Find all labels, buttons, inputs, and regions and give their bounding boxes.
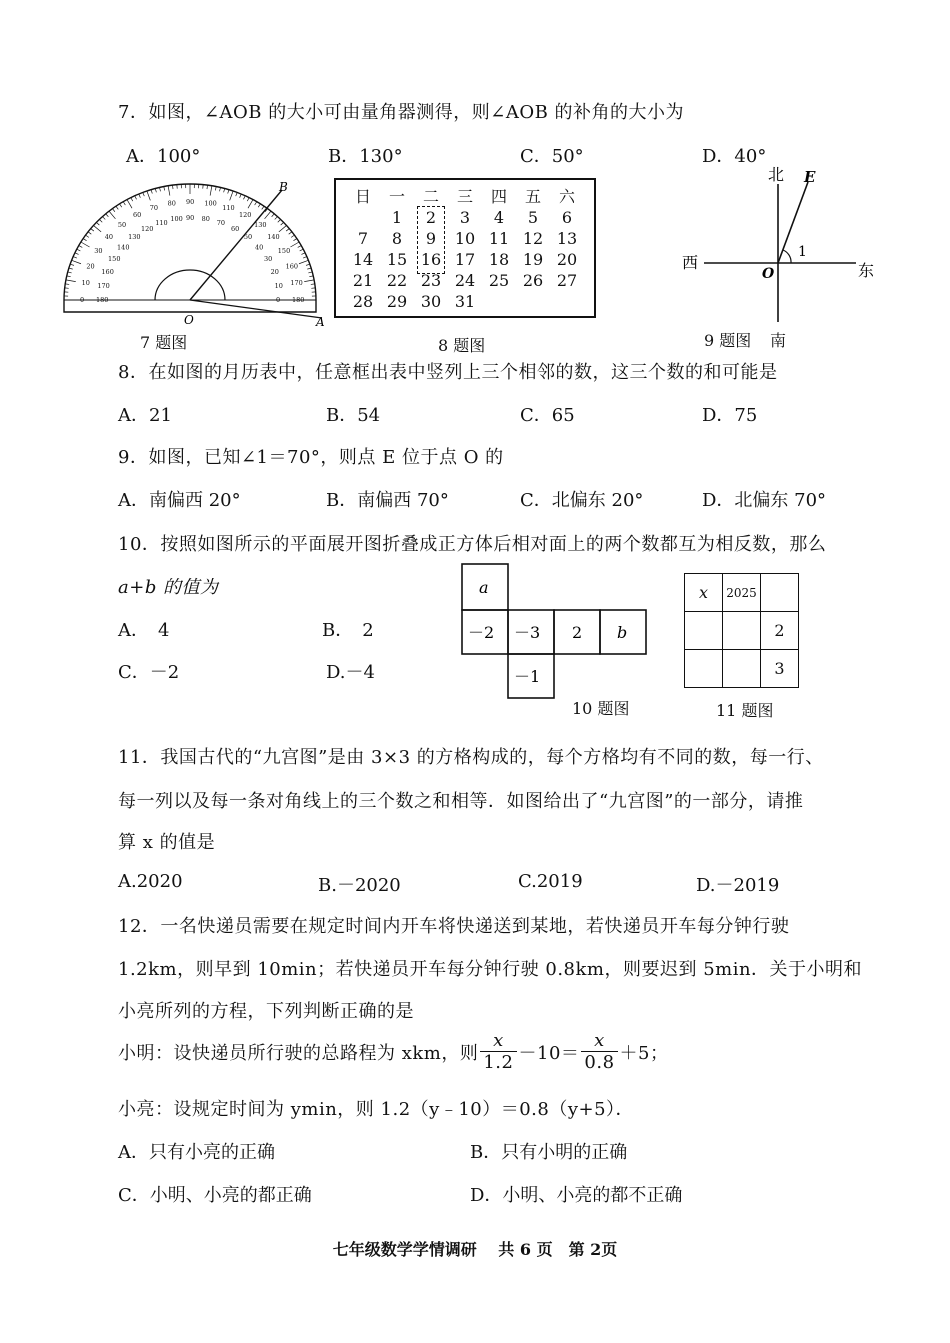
protractor-scale-number: 150 [277,247,291,255]
grid-cell: 3 [761,650,799,688]
protractor-tick [109,211,115,219]
q8-caption: 8 题图 [438,336,486,355]
nine-grid-figure [684,573,799,688]
protractor-tick [139,194,141,198]
protractor-tick [72,260,81,263]
calendar-day: 8 [391,229,403,248]
q8-option-d: D．75 [702,405,758,426]
protractor-scale-number: 80 [201,215,210,224]
protractor-scale-number: 10 [274,281,283,290]
calendar-weekday: 四 [490,187,507,206]
label-E: E [804,168,816,186]
q10-option-d: D.－4 [326,662,375,683]
calendar-day: 30 [420,292,442,311]
protractor-scale-number: 10 [81,278,90,287]
protractor-tick [147,191,150,200]
protractor-tick [306,264,310,265]
protractor-scale-number: 160 [285,262,299,271]
protractor-scale-number: 120 [141,224,154,233]
calendar-figure [334,178,596,318]
q11-option-a: A.2020 [118,871,183,892]
protractor-scale-number: 130 [128,233,141,242]
q12-option-d: D．小明、小亮的都不正确 [470,1185,683,1206]
protractor-tick [303,257,307,258]
protractor-tick [151,190,152,194]
calendar-day: 23 [420,271,442,290]
label-A: A [316,315,325,329]
protractor-tick [258,204,260,207]
protractor-tick [265,211,271,219]
q12-option-a: A．只有小亮的正确 [118,1142,275,1163]
protractor-tick [248,200,253,209]
west-label: 西 [682,253,699,272]
xiaoming-prefix: 小明：设快递员所行驶的总路程为 xkm，则 [118,1042,479,1064]
q8-stem: 8．在如图的月历表中，任意框出表中竖列上三个相邻的数，这三个数的和可能是 [118,362,778,383]
label-B: B [279,180,288,194]
calendar-day: 24 [454,271,476,290]
protractor-scale-number: 30 [94,247,103,255]
protractor-tick [73,257,77,258]
xiaoming-equation [118,1030,669,1073]
protractor-scale-number: 180 [96,296,109,304]
calendar-day: 28 [352,292,374,311]
q8-option-c: C．65 [520,405,575,426]
protractor-scale-number: 40 [104,233,114,242]
calendar-day: 14 [352,250,374,269]
q10-stem-line1: 10．按照如图所示的平面展开图折叠成正方体后相对面上的两个数都互为相反数，那么 [118,534,827,555]
angle-1-label: 1 [798,244,807,260]
protractor-scale-number: 70 [149,203,159,212]
q11-stem-line2: 每一列以及每一条对角线上的三个数之和相等．如图给出了“九宫图”的一部分，请推 [118,791,804,812]
protractor-scale-number: 120 [239,211,252,220]
protractor-tick [99,219,102,222]
grid-cell [685,612,723,650]
fraction-x-over-1.2: $\frac{x}{1.2}$ [480,1030,516,1073]
calendar-day [516,291,550,312]
equation-tail: ＋5； [619,1042,669,1064]
protractor-scale-number: 90 [186,214,195,222]
calendar-weekday: 五 [524,187,541,206]
q9-option-b: B．南偏西 70° [326,490,449,511]
protractor-tick [88,232,91,234]
protractor-tick [68,272,72,273]
cube-net-figure [460,562,650,702]
protractor-scale-number: 0 [80,296,85,304]
protractor-scale-number: 70 [216,218,226,227]
protractor-tick [66,280,76,282]
calendar-day: 2 [425,208,437,227]
calendar-day: 3 [459,208,471,227]
protractor-tick [93,225,101,231]
protractor-tick [247,198,249,202]
calendar-day: 17 [454,250,476,269]
calendar-day: 10 [454,229,476,248]
q8-option-b: B．54 [326,405,381,426]
calendar-day: 6 [561,208,573,227]
calendar-week-row [346,270,584,291]
protractor-tick [230,191,233,200]
protractor-tick [299,260,308,263]
net-cell-2: 2 [572,623,583,642]
protractor-tick [240,194,242,198]
calendar-day: 7 [357,229,369,248]
protractor-tick [293,239,296,241]
protractor-tick [79,246,83,248]
q10-option-c: C．－2 [118,662,180,683]
protractor-tick [91,229,94,231]
fraction-x-over-0.8: $\frac{x}{0.8}$ [581,1030,617,1073]
protractor-tick [70,264,74,265]
protractor-tick [96,222,99,225]
protractor-scale-number: 50 [117,220,127,229]
calendar-week-row [346,207,584,228]
protractor-tick [102,217,105,220]
calendar-day: 20 [556,250,578,269]
protractor-tick [168,186,170,196]
protractor-tick [255,202,257,205]
q9-stem: 9．如图，已知∠1＝70°，则点 E 位于点 O 的 [118,447,504,468]
protractor-scale-number: 130 [254,220,267,229]
grid-cell [761,574,799,612]
grid-row [685,650,799,688]
east-label: 东 [858,261,875,280]
compass-figure [678,162,878,322]
calendar-day: 25 [488,271,510,290]
protractor-tick [123,202,125,205]
calendar-day: 15 [386,250,408,269]
calendar-day [346,207,380,228]
protractor-tick [300,249,304,251]
calendar-day [550,291,584,312]
protractor-tick [164,187,165,191]
calendar-weekday: 日 [354,187,371,206]
protractor-scale-number: 60 [133,211,142,220]
equation-middle: －10＝ [518,1042,580,1064]
protractor-tick [155,188,156,192]
calendar-day: 29 [386,292,408,311]
q11-caption: 11 题图 [716,701,774,720]
protractor-scale-number: 170 [97,281,110,290]
calendar-day: 26 [522,271,544,290]
calendar-weekday: 六 [558,187,575,206]
calendar-day: 13 [556,229,578,248]
page-footer: 七年级数学学情调研 共 6 页 第 2页 [332,1240,618,1259]
grid-cell [723,612,761,650]
protractor-tick [279,225,287,231]
protractor-tick [215,187,216,191]
q7-caption: 7 题图 [140,333,188,352]
protractor-figure [60,180,330,330]
protractor-scale-number: 140 [267,233,280,242]
protractor-scale-number: 20 [270,267,279,276]
calendar-day [482,291,516,312]
q10-stem-line2: a+b 的值为 [118,577,219,598]
north-label: 北 [768,165,785,184]
protractor-tick [86,235,89,237]
q12-option-b: B．只有小明的正确 [470,1142,628,1163]
protractor-tick [275,217,278,220]
protractor-tick [278,219,281,222]
q10-option-a: A． 4 [118,620,170,641]
q11-option-d: D.－2019 [696,875,780,896]
protractor-tick [291,235,294,237]
label-O9: O [762,266,775,282]
protractor-tick [236,192,237,196]
net-cell-minus2: －2 [468,623,495,642]
protractor-scale-number: 110 [222,203,235,212]
protractor-tick [289,232,292,234]
protractor-scale-number: 100 [170,215,183,224]
q12-line2: 1.2km，则早到 10min；若快递员开车每分钟行驶 0.8km，则要迟到 5min．关于小明和 [118,959,863,980]
protractor-tick [127,200,132,209]
q7-stem: 7．如图，∠AOB 的大小可由量角器测得，则∠AOB 的补角的大小为 [118,102,685,123]
q9-option-d: D．北偏东 70° [702,490,827,511]
protractor-tick [224,188,225,192]
selection-box [417,206,445,274]
calendar-day: 18 [488,250,510,269]
protractor-tick [160,187,161,191]
protractor-tick [106,214,109,217]
q7-option-a: A．100° [126,146,201,167]
calendar-day: 19 [522,250,544,269]
grid-cell: 2025 [723,574,761,612]
q12-line1: 12．一名快递员需要在规定时间内开车将快递送到某地，若快递员开车每分钟行驶 [118,916,790,937]
calendar-day: 1 [391,208,403,227]
protractor-scale-number: 140 [117,243,130,252]
net-cell-a: a [479,578,489,597]
protractor-tick [243,196,245,200]
protractor-scale-number: 80 [167,199,176,208]
calendar-weekday: 二 [422,187,439,206]
protractor-tick [120,204,122,207]
protractor-tick [309,276,313,277]
protractor-tick [220,187,221,191]
q7-option-d: D．40° [702,146,767,167]
protractor-tick [228,190,229,194]
protractor-tick [272,214,275,217]
protractor-scale-number: 100 [204,199,217,208]
protractor-tick [131,198,133,202]
calendar-day: 5 [527,208,539,227]
xiaoliang-equation: 小亮：设规定时间为 ymin，则 1.2（y﹣10）＝0.8（y+5）． [118,1099,635,1120]
label-O: O [184,313,194,327]
calendar-week-row [346,249,584,270]
protractor-tick [262,206,264,209]
grid-cell: 2 [761,612,799,650]
q12-option-c: C．小明、小亮的都正确 [118,1185,312,1206]
protractor-tick [116,206,118,209]
calendar-weekday: 一 [388,187,405,206]
protractor-tick [135,196,137,200]
protractor-tick [298,246,302,248]
protractor-scale-number: 170 [290,278,303,287]
net-cell-minus1: －1 [514,667,541,686]
protractor-tick [301,253,305,255]
q9-option-c: C．北偏东 20° [520,490,644,511]
protractor-scale-number: 30 [263,255,273,263]
protractor-tick [81,242,90,247]
protractor-scale-number: 40 [254,243,264,252]
q10-caption: 10 题图 [572,699,630,718]
protractor-tick [304,280,314,282]
protractor-tick [308,272,312,273]
calendar-day: 27 [556,271,578,290]
protractor-tick [290,242,299,247]
protractor-tick [67,276,71,277]
protractor-tick [210,186,212,196]
calendar-day: 11 [488,229,510,248]
protractor-scale-number: 180 [292,296,305,304]
q11-stem-line1: 11．我国古代的“九宫图”是由 3×3 的方格构成的，每个方格均有不同的数，每一行、 [118,747,824,768]
calendar-weekday: 三 [456,187,473,206]
protractor-tick [143,192,144,196]
calendar-day: 9 [425,229,437,248]
q7-option-b: B．130° [328,146,403,167]
net-cell-minus3: －3 [514,623,541,642]
protractor-scale-number: 110 [155,218,168,227]
calendar-day: 12 [522,229,544,248]
q8-option-a: A．21 [118,405,172,426]
south-label: 南 [770,331,787,350]
protractor-tick [69,268,73,269]
calendar-day: 21 [352,271,374,290]
q11-option-c: C.2019 [518,871,583,892]
grid-cell [723,650,761,688]
q12-line3: 小亮所列的方程，下列判断正确的是 [118,1001,414,1022]
protractor-tick [77,249,81,251]
calendar-week-row [346,228,584,249]
grid-cell: x [685,574,723,612]
grid-cell [685,650,723,688]
calendar-day: 22 [386,271,408,290]
protractor-scale-number: 90 [186,198,195,206]
protractor-scale-number: 50 [243,233,253,242]
protractor-scale-number: 150 [108,255,121,263]
q11-stem-line3: 算 x 的值是 [118,832,216,853]
calendar-day: 16 [420,250,442,269]
protractor-tick [281,222,284,225]
protractor-tick [307,268,311,269]
protractor-tick [112,209,114,212]
net-cell-b: b [617,623,628,642]
q9-option-a: A．南偏西 20° [118,490,241,511]
protractor-tick [75,253,79,255]
protractor-scale-number: 60 [231,224,240,233]
calendar-day: 31 [454,292,476,311]
protractor-scale-number: 0 [276,296,281,304]
grid-row [685,612,799,650]
q11-option-b: B.－2020 [318,875,401,896]
protractor-scale-number: 20 [86,262,95,271]
q9-caption: 9 题图 [704,331,752,350]
q10-option-b: B． 2 [322,620,374,641]
q7-option-c: C．50° [520,146,584,167]
protractor-scale-number: 160 [101,267,114,276]
calendar-week-row [346,291,584,312]
protractor-tick [286,229,289,231]
calendar-day: 4 [493,208,505,227]
protractor-tick [83,239,86,241]
grid-row [685,574,799,612]
